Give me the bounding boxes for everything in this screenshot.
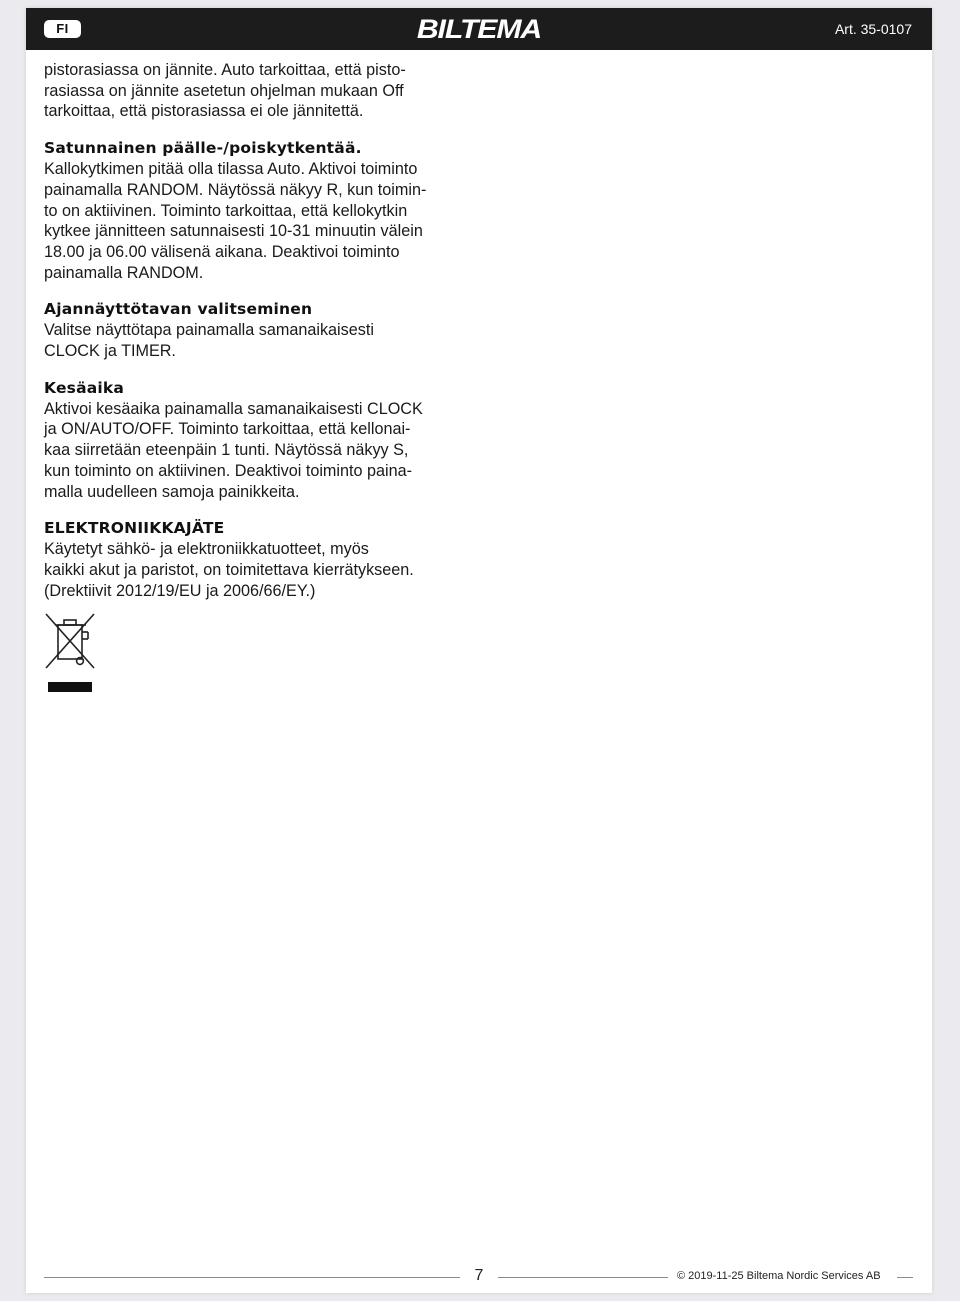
section-heading-random: Satunnainen päälle-/poiskytkentää.	[44, 139, 362, 158]
document-page	[26, 8, 932, 1293]
body-line: painamalla RANDOM.	[44, 263, 204, 282]
footer-rule-right	[897, 1277, 913, 1278]
body-line: kytkee jännitteen satunnaisesti 10-31 minuutin välein	[44, 222, 423, 241]
intro-line: tarkoittaa, että pistorasiassa ei ole jännitettä.	[44, 102, 364, 121]
body-line: CLOCK ja TIMER.	[44, 342, 176, 361]
intro-line: rasiassa on jännite asetetun ohjelman mukaan Off	[44, 81, 404, 100]
body-line: Käytetyt sähkö- ja elektroniikkatuotteet, myös	[44, 540, 369, 559]
body-line: ja ON/AUTO/OFF. Toiminto tarkoittaa, että kellonai-	[44, 420, 411, 439]
section-heading-time-display: Ajannäyttötavan valitseminen	[44, 300, 313, 319]
article-number: Art. 35-0107	[834, 21, 912, 37]
body-line: malla uudelleen samoja painikkeita.	[44, 482, 300, 501]
footer-rule-middle	[498, 1277, 668, 1278]
language-badge: FI	[44, 20, 81, 38]
section-heading-electronic-waste: ELEKTRONIIKKAJÄTE	[44, 519, 225, 538]
body-line: kaa siirretään eteenpäin 1 tunti. Näytössä näkyy S,	[44, 441, 409, 460]
body-line: kun toiminto on aktiivinen. Deaktivoi toiminto paina-	[44, 461, 413, 480]
body-line: painamalla RANDOM. Näytössä näkyy R, kun toimin-	[44, 180, 427, 199]
body-line: Aktivoi kesäaika painamalla samanaikaisesti CLOCK	[44, 399, 423, 418]
intro-line: pistorasiassa on jännite. Auto tarkoittaa, että pisto-	[44, 61, 406, 79]
footer-rule-left	[44, 1277, 460, 1278]
body-line: (Drektiivit 2012/19/EU ja 2006/66/EY.)	[44, 581, 316, 600]
copyright-text: © 2019-11-25 Biltema Nordic Services AB	[677, 1270, 881, 1282]
body-line: 18.00 ja 06.00 välisenä aikana. Deaktivoi toiminto	[44, 242, 400, 261]
body-line: Valitse näyttötapa painamalla samanaikaisesti	[44, 321, 374, 340]
body-line: to on aktiivinen. Toiminto tarkoittaa, että kellokytkin	[44, 201, 408, 220]
body-line: Kallokytkimen pitää olla tilassa Auto. Aktivoi toiminto	[44, 160, 418, 179]
body-line: kaikki akut ja paristot, on toimitettava kierrätykseen.	[44, 560, 414, 579]
brand-logo: BILTEMA	[416, 14, 542, 44]
page-header	[26, 8, 932, 50]
crossed-out-wheelie-bin-icon	[44, 612, 100, 694]
section-heading-summer-time: Kesäaika	[44, 378, 125, 397]
page-number: 7	[474, 1267, 484, 1284]
document-body	[44, 60, 474, 601]
